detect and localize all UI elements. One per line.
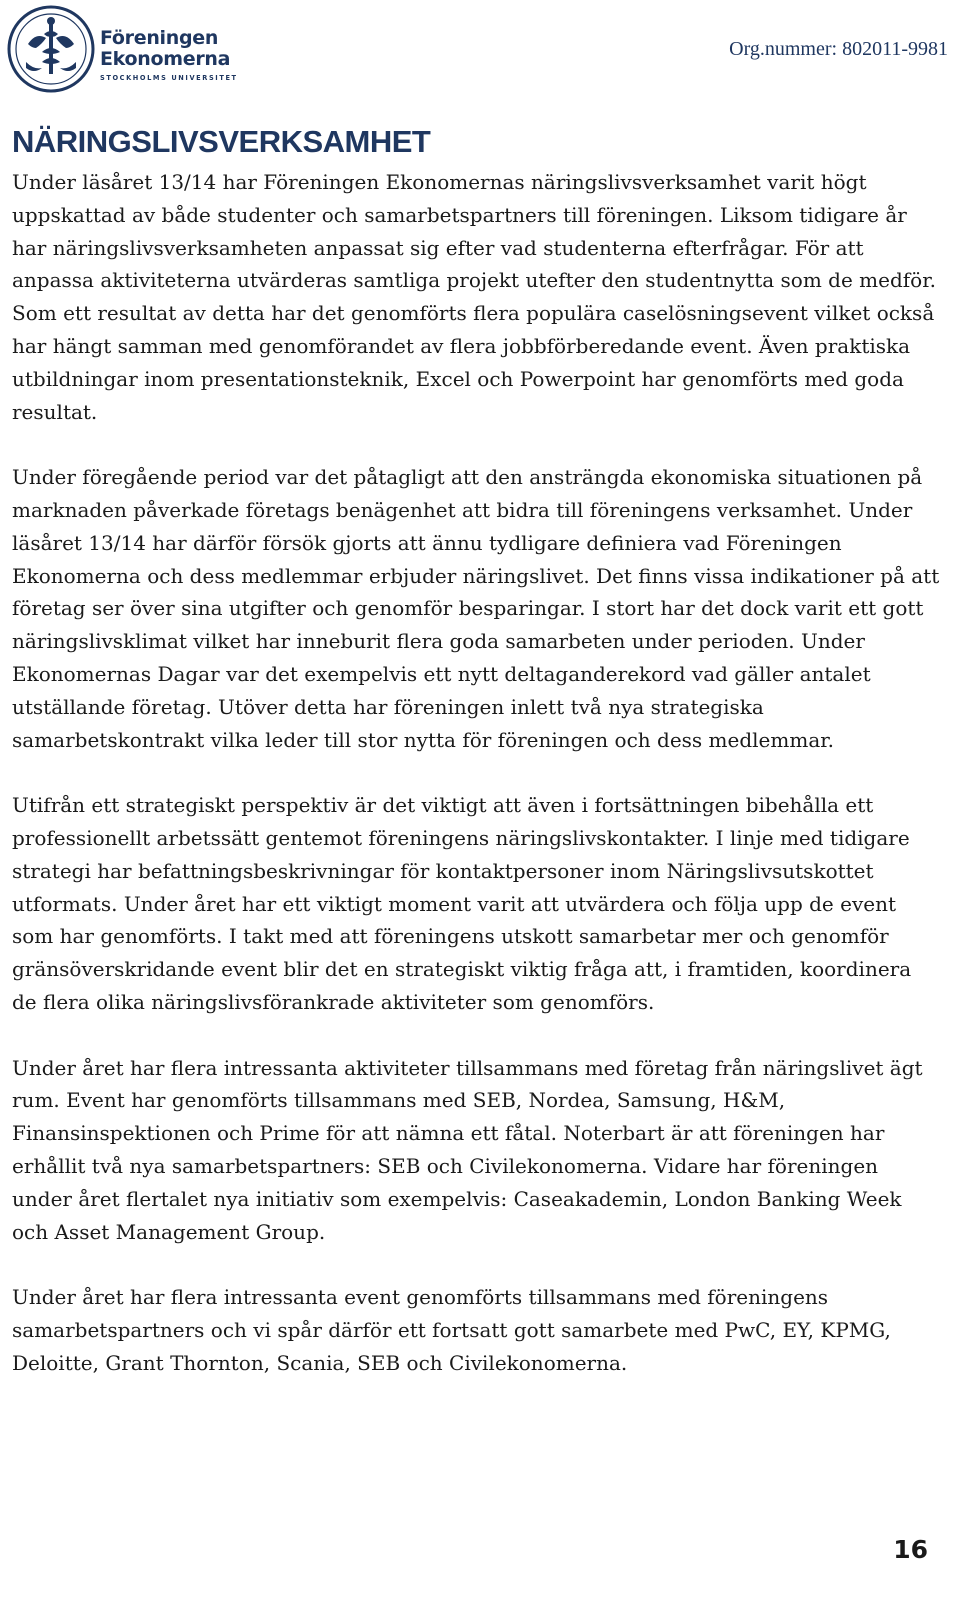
paragraph-2: Under föregående period var det påtagligt att den ansträngda ekonomiska situationen på marknaden påverkade företags benägenhet att bidra till föreningens verksamhet. Under läsåret 13/14 har därför försök gjorts att ännu tydligare definiera vad Föreningen Ekonomerna och dess medlemmar erbjuder näringslivet. Det finns vissa indikationer på att företag ser över sina utgifter och genomför besparingar. I stort har det dock varit ett gott näringslivsklimat vilket har inneburit flera goda samarbeten under perioden. Under Ekonomernas Dagar var det exempelvis ett nytt deltaganderekord vad gäller antalet utställande företag. Utöver detta har föreningen inlett två nya strategiska samarbetskontrakt vilka leder till stor nytta för föreningen och dess medlemmar. [12, 465, 940, 752]
logo-line-1: Föreningen [100, 27, 219, 49]
paragraph-3: Utifrån ett strategiskt perspektiv är det viktigt att även i fortsättningen bibehålla ett professionellt arbetssätt gentemot föreningens näringslivskontakter. I linje med tidigare strategi har befattningsbeskrivningar för kontaktpersoner inom Näringslivsutskottet utformats. Under året har ett viktigt moment varit att utvärdera och följa upp de event som har genomförts. I takt med att föreningens utskott samarbetar mer och genomför gränsöverskridande event blir det en strategiskt viktig fråga att, i framtiden, koordinera de flera olika näringslivsförankrade aktiviteter som genomförs. [12, 793, 912, 1014]
page-title: NÄRINGSLIVSVERKSAMHET [12, 124, 431, 159]
paragraph-4: Under året har flera intressanta aktiviteter tillsammans med företag från näringslivet ägt rum. Event har genomförts tillsammans med SEB, Nordea, Samsung, H&M, Finansinspektionen och Prime för att nämna ett fåtal. Noterbart är att föreningen har erhållit två nya samarbetspartners: SEB och Civilekonomerna. Vidare har föreningen under året flertalet nya initiativ som exempelvis: Caseakademin, London Banking Week och Asset Management Group. [12, 1055, 923, 1244]
body-text [12, 166, 942, 1412]
logo-line-2: Ekonomerna [100, 48, 231, 70]
logo-wordmark [100, 28, 238, 82]
paragraph-5: Under året har flera intressanta event genomförts tillsammans med föreningens samarbetspartners och vi spår därför ett fortsatt gott samarbete med PwC, EY, KPMG, Deloitte, Grant Thornton, Scania, SEB och Civilekonomerna. [12, 1285, 891, 1375]
paragraph-1: Under läsåret 13/14 har Föreningen Ekonomernas näringslivsverksamhet varit högt uppskattad av både studenter och samarbetspartners till föreningen. Liksom tidigare år har näringslivsverksamheten anpassat sig efter vad studenterna efterfrågar. För att anpassa aktiviteterna utvärderas samtliga projekt utefter den studentnytta som de medför. Som ett resultat av detta har det genomförts flera populära caselösningsevent vilket också har hängt samman med genomförandet av flera jobbförberedande event. Även praktiska utbildningar inom presentationsteknik, Excel och Powerpoint har genomförts med goda resultat. [12, 170, 936, 424]
org-number: Org.nummer: 802011-9981 [729, 38, 948, 60]
logo-subtitle: STOCKHOLMS UNIVERSITET [100, 74, 238, 82]
page-number: 16 [893, 1535, 928, 1564]
logo-seal-icon [6, 4, 96, 94]
